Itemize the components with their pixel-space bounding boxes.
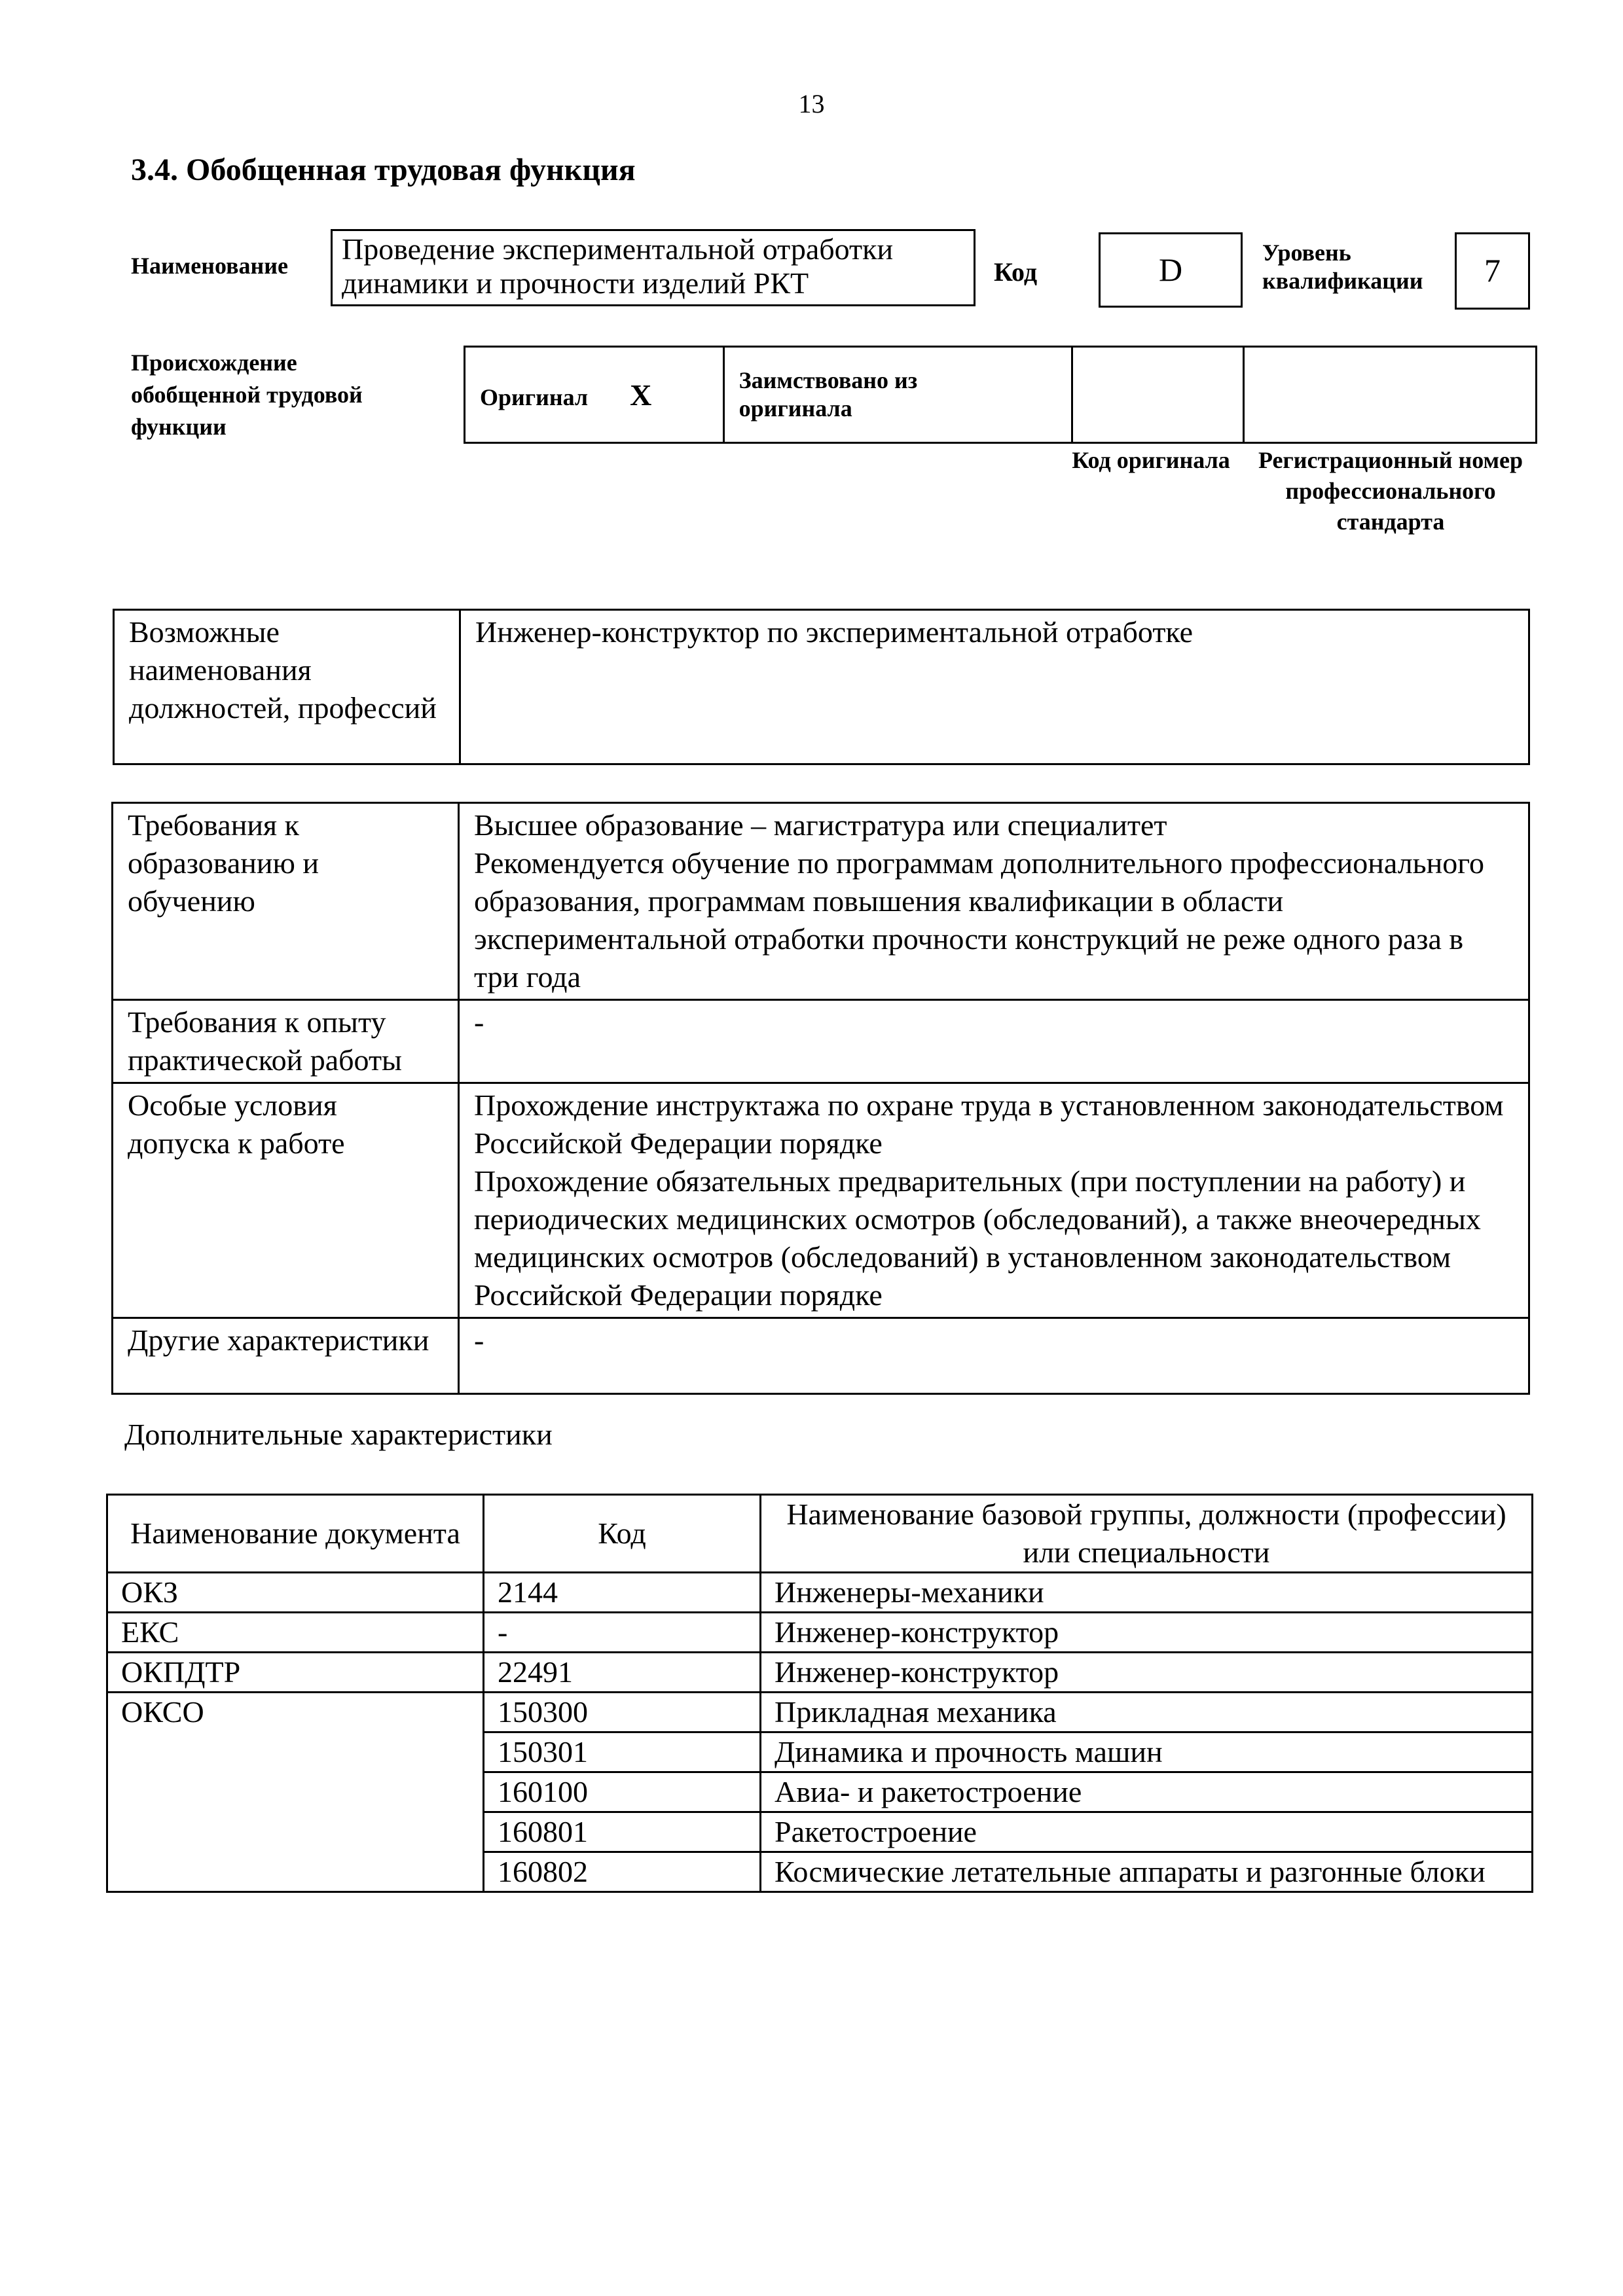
requirement-value: -: [459, 1318, 1529, 1394]
requirement-row: [113, 1083, 1529, 1318]
section-title: 3.4. Обобщенная трудовая функция: [131, 152, 636, 187]
original-cell: [465, 347, 724, 443]
requirement-value: Прохождение инструктажа по охране труда в установленном законодательством Российской Федерации порядке Прохождение обязательных предварительных (при поступлении на работу) и периодических медицинских осмотров (обследований), а также внеочередных медицинских осмотров (обследований) в установленном законодательством Российской Федерации порядке: [459, 1083, 1529, 1318]
table-row: [107, 1613, 1533, 1653]
requirement-row: [113, 1000, 1529, 1083]
code-cell: 22491: [484, 1653, 761, 1693]
requirement-label: Особые условия допуска к работе: [113, 1083, 459, 1318]
code-original-cell: [1072, 347, 1244, 443]
column-header: Наименование базовой группы, должности (профессии) или специальности: [761, 1495, 1533, 1573]
doc-cell: ЕКС: [107, 1613, 484, 1653]
positions-table: [113, 609, 1530, 765]
requirement-row: [113, 1318, 1529, 1394]
requirement-label: Другие характеристики: [113, 1318, 459, 1394]
name-cell: Инженеры-механики: [761, 1573, 1533, 1613]
origin-label: Происхождение обобщенной трудовой функции: [131, 350, 363, 440]
requirement-label: Требования к опыту практической работы: [113, 1000, 459, 1083]
table-row: [107, 1573, 1533, 1613]
name-cell: Инженер-конструктор: [761, 1613, 1533, 1653]
name-cell: Авиа- и ракетостроение: [761, 1772, 1533, 1812]
table-row: [107, 1693, 1533, 1732]
original-label: Оригинал: [480, 384, 589, 410]
code-label: Код: [994, 257, 1038, 287]
code-cell: 160801: [484, 1812, 761, 1852]
column-header: Наименование документа: [107, 1495, 484, 1573]
borrowed-label: Заимствовано из оригинала: [739, 367, 918, 422]
code-cell: 2144: [484, 1573, 761, 1613]
code-original-label: Код оригинала: [1072, 447, 1230, 473]
code-cell: 150301: [484, 1732, 761, 1772]
doc-cell: ОКПДТР: [107, 1653, 484, 1693]
level-value: 7: [1484, 252, 1501, 289]
additional-title: Дополнительные характеристики: [124, 1418, 553, 1451]
name-cell: Космические летательные аппараты и разгонные блоки: [761, 1852, 1533, 1892]
positions-label: Возможные наименования должностей, профессий: [114, 610, 460, 764]
origin-table: [464, 346, 1537, 444]
doc-cell: ОКЗ: [107, 1573, 484, 1613]
original-mark: X: [630, 378, 652, 412]
code-cell: 160100: [484, 1772, 761, 1812]
name-cell: Динамика и прочность машин: [761, 1732, 1533, 1772]
additional-header-row: [107, 1495, 1533, 1573]
level-value-box: [1455, 232, 1530, 310]
additional-table: [106, 1494, 1533, 1893]
code-cell: 150300: [484, 1693, 761, 1732]
name-label: Наименование: [131, 253, 288, 279]
reg-number-cell: [1244, 347, 1537, 443]
code-value: D: [1158, 251, 1183, 288]
name-cell: Ракетостроение: [761, 1812, 1533, 1852]
requirement-label: Требования к образованию и обучению: [113, 803, 459, 1000]
name-cell: Инженер-конструктор: [761, 1653, 1533, 1693]
borrowed-cell: [723, 347, 1072, 443]
requirement-value: -: [459, 1000, 1529, 1083]
level-label: Уровень квалификации: [1262, 240, 1423, 295]
column-header: Код: [484, 1495, 761, 1573]
code-value-box: [1099, 232, 1243, 308]
requirements-table: [111, 802, 1530, 1395]
reg-number-label: Регистрационный номер профессионального стандарта: [1258, 447, 1523, 535]
code-cell: -: [484, 1613, 761, 1653]
code-cell: 160802: [484, 1852, 761, 1892]
table-row: [107, 1653, 1533, 1693]
requirement-value: Высшее образование – магистратура или специалитет Рекомендуется обучение по программам дополнительного профессионального образования, программам повышения квалификации в области экспериментальной отработки прочности конструкций не реже одного раза в три года: [459, 803, 1529, 1000]
page-number: 13: [798, 89, 825, 118]
name-value: Проведение экспериментальной отработки динамики и прочности изделий РКТ: [342, 232, 894, 300]
positions-value: Инженер-конструктор по экспериментальной отработке: [460, 610, 1529, 764]
name-cell: Прикладная механика: [761, 1693, 1533, 1732]
name-value-box: [331, 229, 976, 306]
requirement-row: [113, 803, 1529, 1000]
doc-cell: ОКСО: [107, 1693, 484, 1892]
